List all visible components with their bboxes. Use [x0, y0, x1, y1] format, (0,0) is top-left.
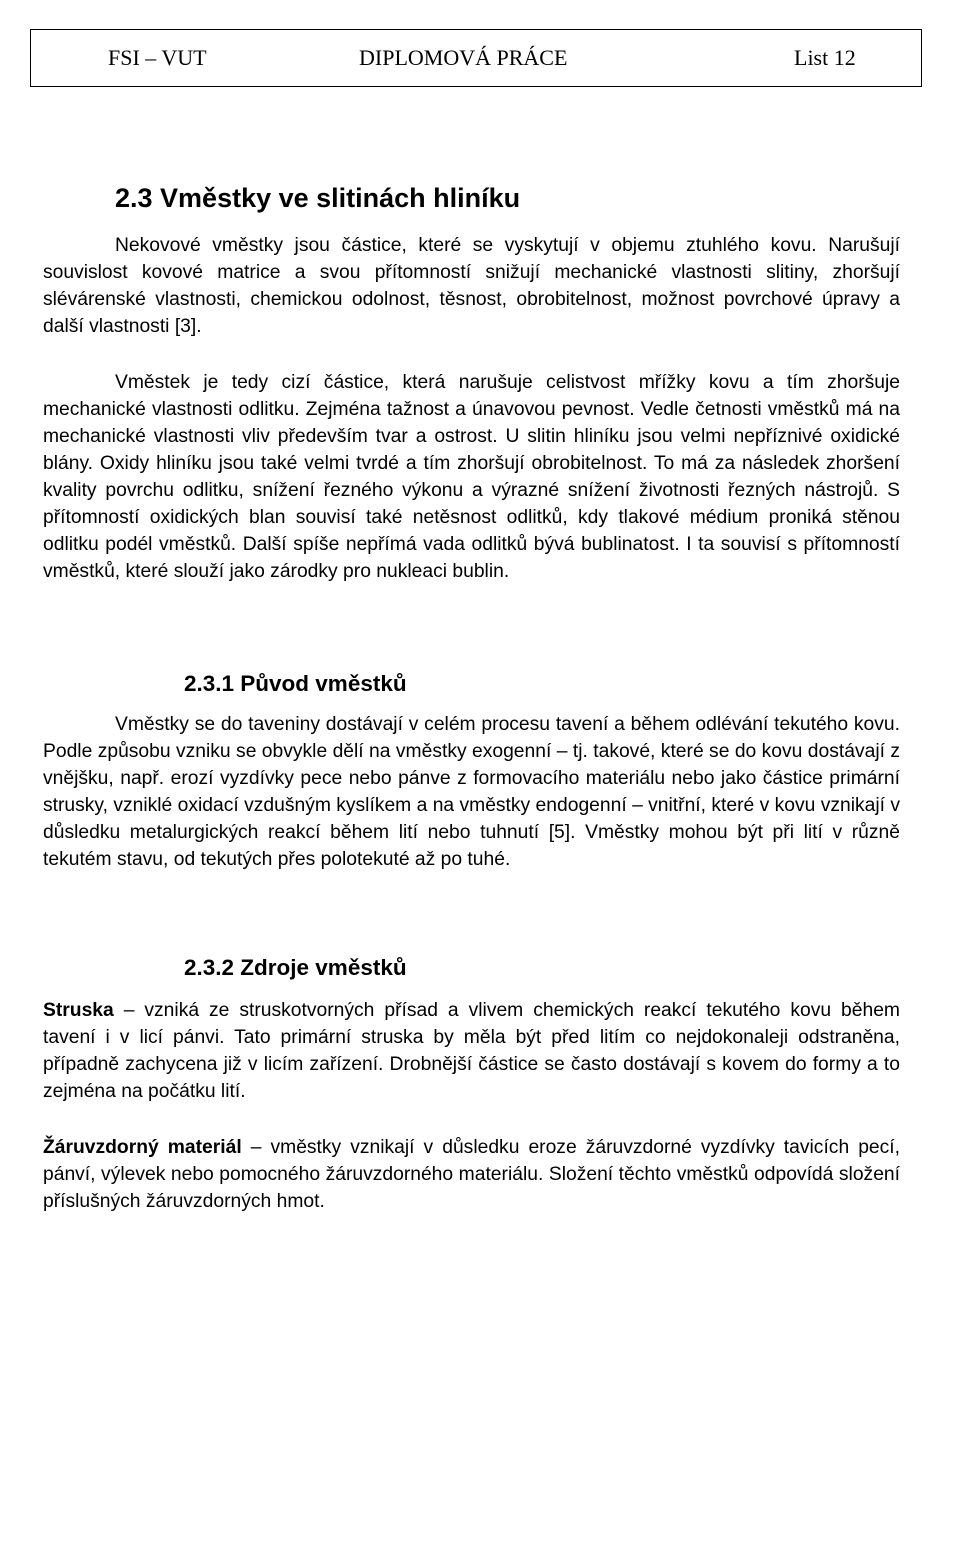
term-description: – vměstky vznikají v důsledku eroze žáruvzdorné vyzdívky tavicích pecí, pánví, výlevek nebo pomocného žáruvzdorného materiálu. Složení těchto vměstků odpovídá složení příslušných žáruvzdorných hmot. [43, 1137, 901, 1212]
header-document-type: DIPLOMOVÁ PRÁCE [359, 45, 568, 70]
paragraph: Vměstky se do taveniny dostávají v celém procesu tavení a během odlévání tekutého kovu. Podle způsobu vzniku se obvykle dělí na vměstky exogenní – tj. takové, které se do kovu dostávají z vnějšku, např. erozí vyzdívky pece nebo pánve z formovacího materiálu nebo jako částice primární strusky, vzniklé oxidací vzdušným kyslíkem a na vměstky endogenní – vnitřní, které v kovu vznikají v důsledku metalurgických reakcí během lití nebo tuhnutí [5]. Vměstky mohou být při lití v různě tekutém stavu, od tekutých přes polotekuté až po tuhé. [43, 714, 900, 870]
term-refractory: Žáruvzdorný materiál [43, 1137, 242, 1158]
subsection-heading-sources: 2.3.2 Zdroje vměstků [184, 955, 407, 980]
section-intro [43, 232, 900, 340]
source-item-refractory [43, 1134, 900, 1215]
page-header [30, 29, 922, 87]
paragraph [43, 1134, 900, 1215]
paragraph [43, 997, 900, 1105]
term-slag: Struska [43, 1000, 114, 1021]
paragraph: Vměstek je tedy cizí částice, která narušuje celistvost mřížky kovu a tím zhoršuje mechanické vlastnosti odlitku. Zejména tažnost a únavovou pevnost. Vedle četnosti vměstků má na mechanické vlastnosti vliv především tvar a ostrost. U slitin hliníku jsou velmi nepříznivé oxidické blány. Oxidy hliníku jsou také velmi tvrdé a tím zhoršují obrobitelnost. To má za následek zhoršení kvality povrchu odlitku, snížení řezného výkonu a výrazné snížení životnosti řezných nástrojů. S přítomností oxidických blan souvisí také netěsnost odlitků, kdy tlakové médium proniká stěnou odlitku podél vměstků. Další spíše nepřímá vada odlitků bývá bublinatost. I ta souvisí s přítomností vměstků, které slouží jako zárodky pro nukleaci bublin. [43, 372, 900, 582]
subsection-heading-origin: 2.3.1 Původ vměstků [184, 671, 407, 696]
section-heading: 2.3 Vměstky ve slitinách hliníku [115, 183, 521, 213]
subsection-origin-body [43, 711, 900, 873]
header-institution: FSI – VUT [108, 45, 207, 70]
header-page-number: List 12 [794, 45, 856, 70]
paragraph: Nekovové vměstky jsou částice, které se vyskytují v objemu ztuhlého kovu. Narušují souvislost kovové matrice a svou přítomností snižují mechanické vlastnosti slitiny, zhoršují slévárenské vlastnosti, chemickou odolnost, těsnost, obrobitelnost, možnost povrchové úpravy a další vlastnosti [3]. [43, 235, 900, 337]
source-item-slag [43, 997, 900, 1105]
term-description: – vzniká ze struskotvorných přísad a vlivem chemických reakcí tekutého kovu během tavení i v licí pánvi. Tato primární struska by měla být před litím co nejdokonaleji odstraněna, případně zachycena již v licím zařízení. Drobnější částice se často dostávají s kovem do formy a to zejména na počátku lití. [43, 1000, 900, 1102]
section-body [43, 369, 900, 585]
